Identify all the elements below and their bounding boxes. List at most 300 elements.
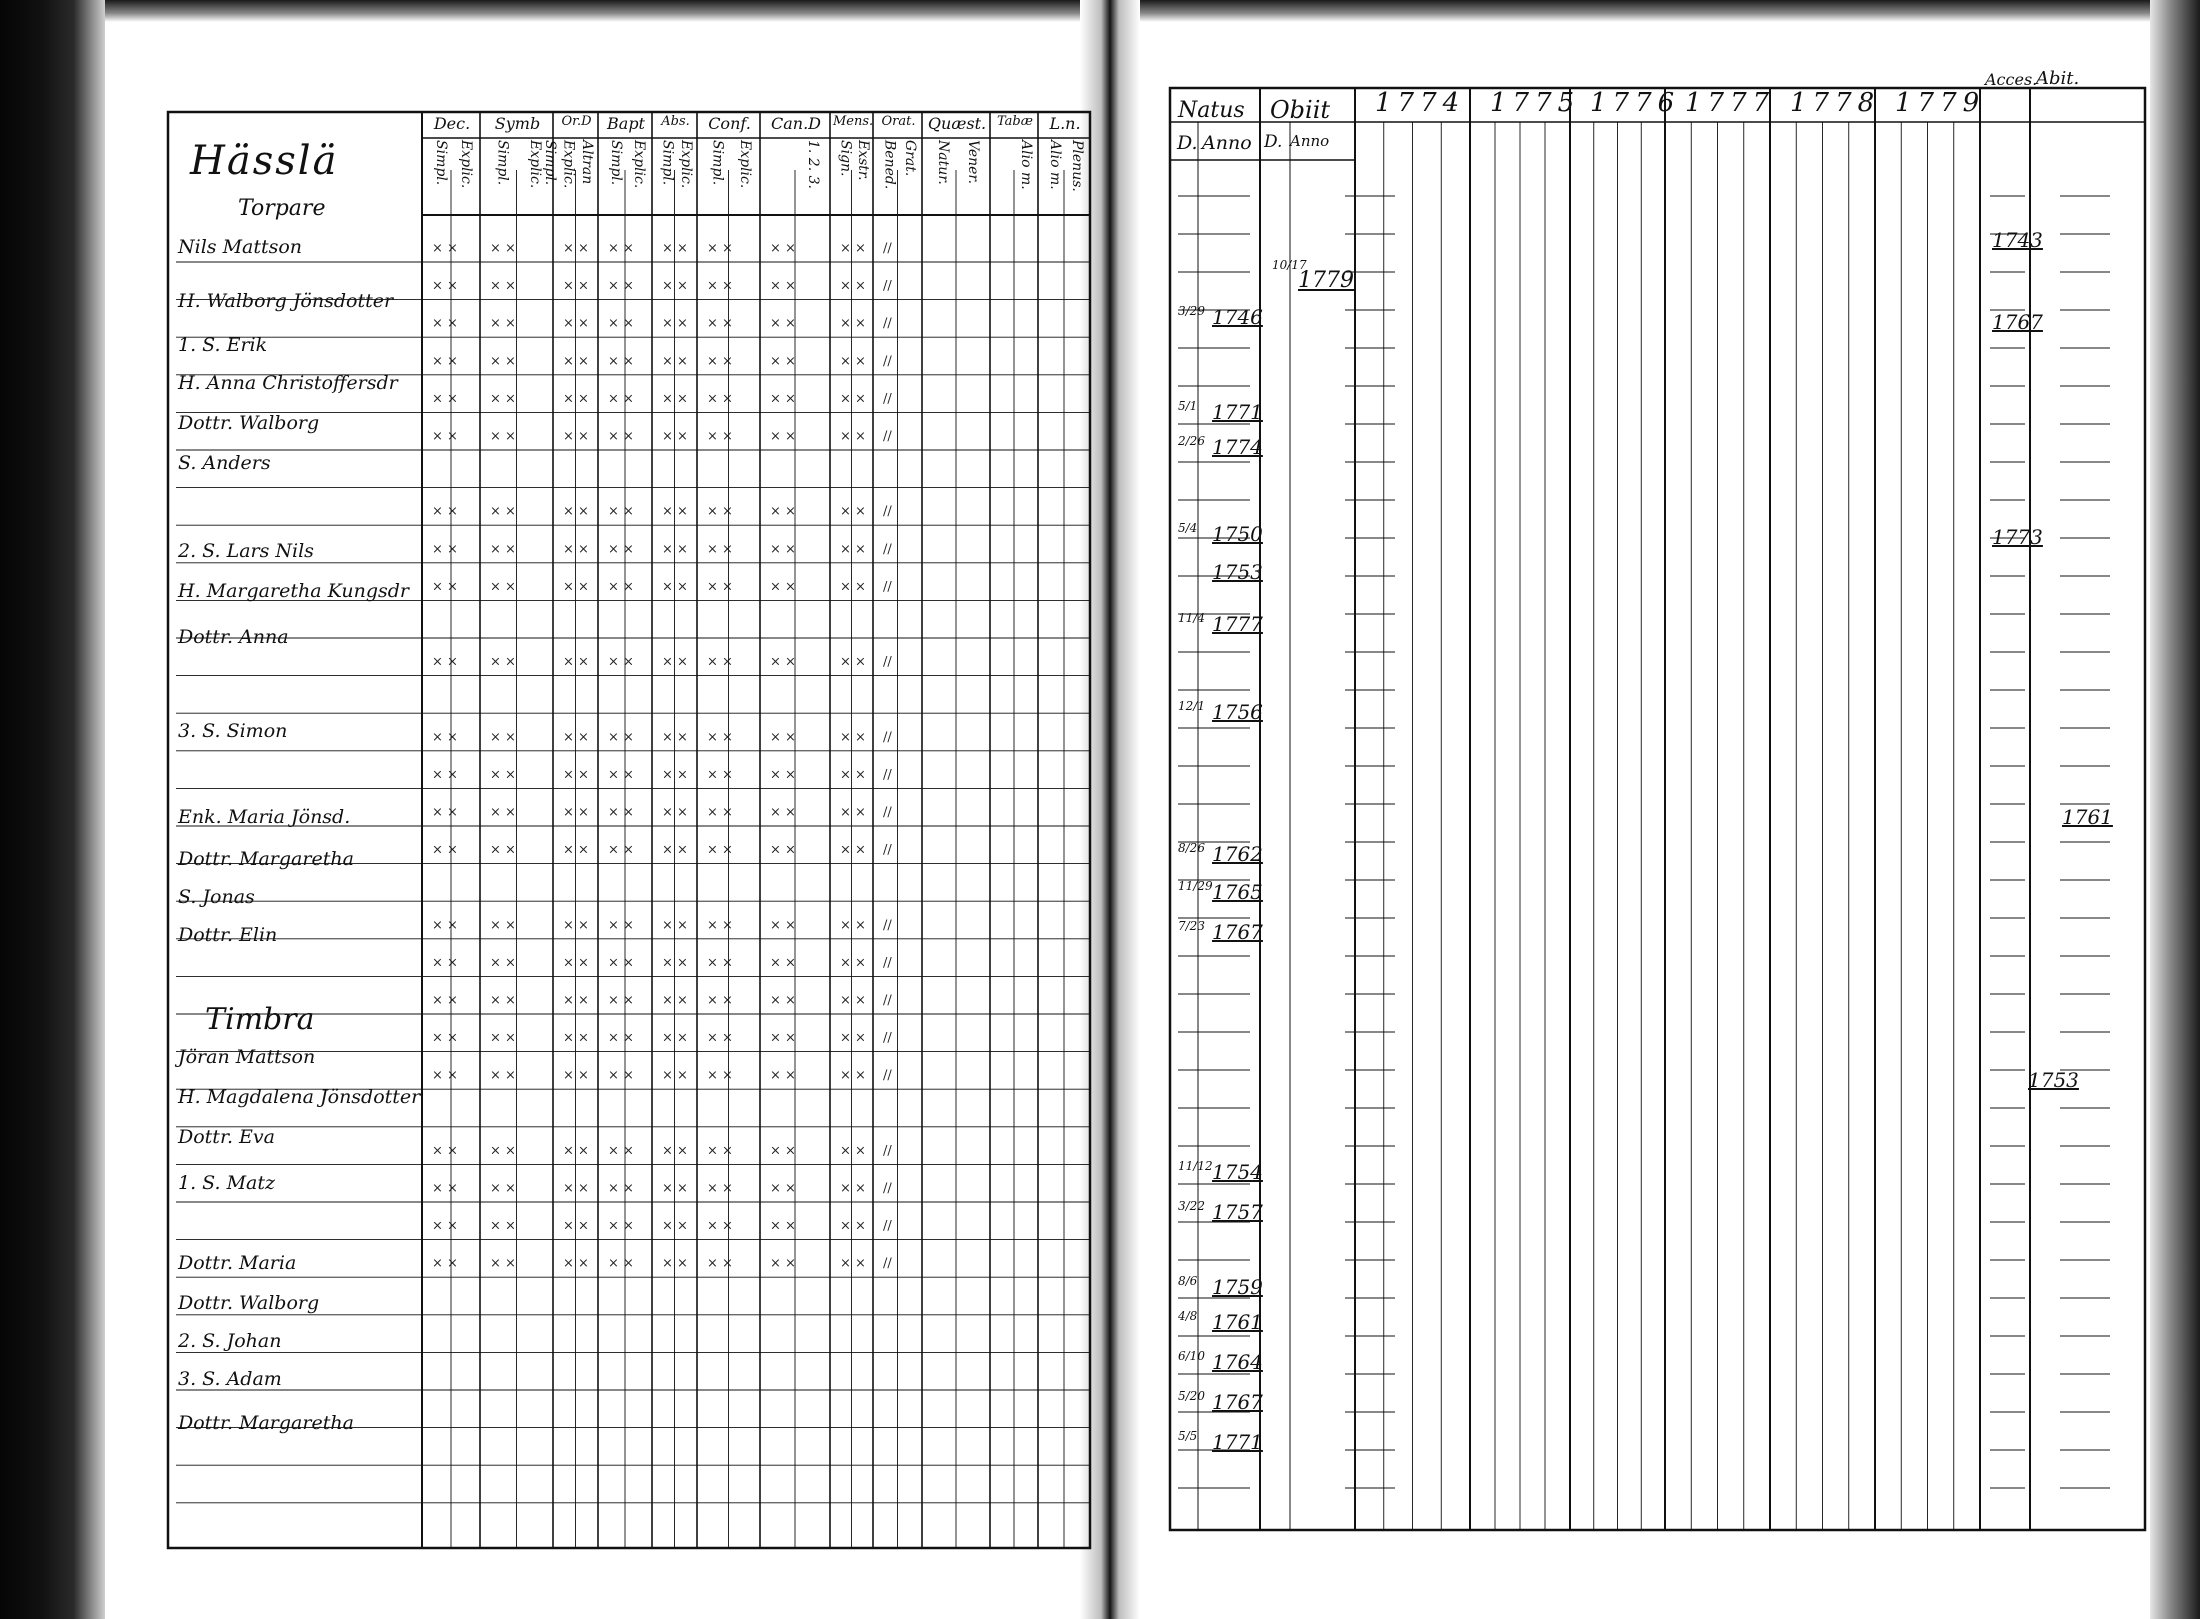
check-mark: × × [770, 1256, 796, 1272]
check-mark: × × [662, 541, 688, 557]
check-mark: × × [770, 391, 796, 407]
check-mark: × × [770, 842, 796, 858]
check-mark: × × [608, 1218, 634, 1234]
check-mark: × × [707, 1068, 733, 1084]
check-mark: × × [432, 316, 458, 332]
check-mark: × × [563, 278, 589, 294]
birth-year: 1750 [1212, 522, 1263, 546]
name-entry: 2. S. Lars Nils [178, 540, 314, 562]
name-entry: Enk. Maria Jönsd. [178, 806, 351, 828]
check-mark: × × [662, 805, 688, 820]
check-mark: × × [490, 955, 516, 971]
check-mark: × × [707, 842, 733, 858]
check-mark: × × [563, 541, 589, 557]
check-mark: × × [563, 1143, 589, 1159]
check-mark: × × [432, 1143, 458, 1159]
check-mark: × × [563, 1218, 589, 1234]
check-mark: × × [608, 1143, 634, 1159]
check-mark: × × [662, 391, 688, 407]
check-mark: × × [608, 1181, 634, 1196]
check-mark: // [883, 391, 892, 407]
check-mark: × × [840, 842, 866, 858]
name-entry: S. Jonas [178, 886, 255, 908]
check-mark: × × [608, 541, 634, 557]
check-mark: × × [432, 504, 458, 520]
check-mark: × × [608, 654, 634, 670]
check-mark: × × [770, 579, 796, 595]
year-header-1775: 1775 [1490, 88, 1581, 118]
check-mark: // [883, 429, 892, 444]
check-mark: × × [563, 1256, 589, 1272]
death-day: 10/17 [1272, 258, 1307, 272]
check-mark: × × [563, 993, 589, 1008]
column-header-2: Or.D [561, 114, 592, 129]
check-mark: × × [490, 241, 516, 256]
year-header-1774: 1774 [1375, 88, 1466, 118]
check-mark: × × [490, 805, 516, 820]
birth-day: 11/29 [1178, 879, 1213, 893]
check-mark: × × [840, 917, 866, 933]
death-year: 1779 [1298, 268, 1354, 293]
check-mark: × × [840, 1256, 866, 1272]
check-mark: × × [608, 842, 634, 858]
check-mark: × × [707, 1143, 733, 1159]
birth-year: 1777 [1212, 612, 1263, 636]
check-mark: × × [563, 1181, 589, 1196]
name-entry: Dottr. Eva [178, 1126, 275, 1148]
check-mark: × × [770, 504, 796, 520]
check-mark: × × [840, 541, 866, 557]
check-mark: × × [707, 1181, 733, 1196]
header-anno: Anno [1202, 132, 1252, 154]
check-mark: × × [707, 767, 733, 783]
check-mark: × × [840, 429, 866, 444]
check-mark: // [883, 1218, 892, 1234]
check-mark: × × [840, 1143, 866, 1159]
check-mark: × × [432, 805, 458, 820]
birth-year: 1765 [1212, 880, 1263, 904]
check-mark: × × [432, 917, 458, 933]
birth-day: 8/26 [1178, 841, 1205, 855]
check-mark: × × [563, 316, 589, 332]
column-header-8: Orat. [881, 114, 916, 129]
check-mark: × × [707, 541, 733, 557]
column-header-10: Tabæ [997, 114, 1033, 129]
column-header-4: Abs. [661, 114, 690, 129]
check-mark: × × [707, 278, 733, 294]
check-mark: × × [563, 241, 589, 256]
birth-year: 1774 [1212, 435, 1263, 459]
check-mark: // [883, 654, 892, 670]
check-mark: × × [707, 1218, 733, 1234]
check-mark: × × [432, 1068, 458, 1084]
check-mark: × × [563, 767, 589, 783]
check-mark: × × [840, 278, 866, 294]
check-mark: × × [563, 429, 589, 444]
name-entry: 1. S. Matz [178, 1172, 276, 1194]
accessit-entry: 1773 [1992, 525, 2043, 549]
check-mark: × × [662, 1030, 688, 1046]
column-subheader-8: Grat. Bened. [881, 140, 918, 190]
year-header-1779: 1779 [1895, 88, 1986, 118]
column-subheader-3: Explic. Simpl. [608, 140, 647, 189]
check-mark: × × [662, 1068, 688, 1084]
year-header-1777: 1777 [1685, 88, 1776, 118]
check-mark: × × [770, 1068, 796, 1084]
column-header-6: Can.D [771, 114, 821, 133]
birth-year: 1757 [1212, 1200, 1263, 1224]
check-mark: × × [840, 1181, 866, 1196]
check-mark: × × [770, 955, 796, 971]
header-d: D. [1177, 132, 1198, 154]
column-header-7: Mens. [833, 114, 874, 129]
check-mark: × × [563, 504, 589, 520]
check-mark: × × [840, 805, 866, 820]
check-mark: // [883, 1068, 892, 1084]
check-mark: × × [662, 316, 688, 332]
check-mark: × × [840, 579, 866, 595]
year-header-1776: 1776 [1590, 88, 1681, 118]
check-mark: × × [707, 993, 733, 1008]
check-mark: × × [608, 1068, 634, 1084]
check-mark: × × [432, 353, 458, 369]
check-mark: × × [770, 278, 796, 294]
check-mark: × × [608, 729, 634, 745]
check-mark: // [883, 504, 892, 520]
check-mark: × × [563, 579, 589, 595]
check-mark: × × [608, 429, 634, 444]
check-mark: // [883, 353, 892, 369]
birth-year: 1754 [1212, 1160, 1263, 1184]
check-mark: × × [432, 391, 458, 407]
birth-year: 1762 [1212, 842, 1263, 866]
birth-day: 6/10 [1178, 1349, 1205, 1363]
check-mark: × × [608, 1256, 634, 1272]
check-mark: × × [608, 767, 634, 783]
check-mark: × × [432, 993, 458, 1008]
check-mark: × × [563, 955, 589, 971]
check-mark: × × [490, 429, 516, 444]
check-mark: × × [432, 579, 458, 595]
check-mark: × × [662, 729, 688, 745]
check-mark: × × [432, 241, 458, 256]
check-mark: × × [563, 842, 589, 858]
check-mark: × × [608, 278, 634, 294]
column-subheader-1: Explic. Simpl. [494, 140, 543, 189]
birth-day: 5/1 [1178, 399, 1198, 413]
column-subheader-5: Explic. Simpl. [709, 140, 753, 189]
accessit-entry: 1753 [2028, 1068, 2079, 1092]
check-mark: × × [490, 1068, 516, 1084]
birth-year: 1764 [1212, 1350, 1263, 1374]
check-mark: × × [662, 1181, 688, 1196]
check-mark: × × [770, 241, 796, 256]
check-mark: × × [840, 767, 866, 783]
birth-day: 3/22 [1178, 1199, 1205, 1213]
check-mark: × × [563, 353, 589, 369]
name-entry: Dottr. Margaretha [178, 1412, 354, 1434]
check-mark: × × [770, 429, 796, 444]
check-mark: × × [662, 241, 688, 256]
column-subheader-7: Exstr. Sign. [837, 140, 871, 181]
header-natus: Natus [1178, 98, 1245, 123]
check-mark: × × [432, 1256, 458, 1272]
check-mark: × × [840, 1068, 866, 1084]
birth-year: 1771 [1212, 1430, 1263, 1454]
header-obiit: Obiit [1270, 96, 1331, 124]
check-mark: × × [490, 1143, 516, 1159]
column-header-11: L.n. [1049, 114, 1081, 133]
check-mark: × × [662, 654, 688, 670]
check-mark: × × [490, 1030, 516, 1046]
check-mark: × × [432, 541, 458, 557]
check-mark: × × [707, 579, 733, 595]
check-mark: × × [662, 1256, 688, 1272]
check-mark: × × [490, 917, 516, 933]
check-mark: × × [432, 842, 458, 858]
name-entry: 3. S. Simon [178, 720, 288, 742]
birth-year: 1746 [1212, 305, 1263, 329]
check-mark: × × [662, 917, 688, 933]
birth-day: 2/26 [1178, 434, 1205, 448]
check-mark: // [883, 955, 892, 971]
header-anno-obiit: Anno [1290, 132, 1330, 150]
accessit-entry: 1743 [1992, 228, 2043, 252]
name-entry: H. Magdalena Jönsdotter [178, 1086, 421, 1108]
check-mark: × × [707, 729, 733, 745]
check-mark: × × [490, 993, 516, 1008]
check-mark: × × [563, 391, 589, 407]
birth-day: 5/4 [1178, 521, 1198, 535]
check-mark: × × [840, 353, 866, 369]
name-entry: 1. S. Erik [178, 334, 268, 356]
name-entry: Dottr. Walborg [178, 1292, 320, 1314]
check-mark: × × [840, 241, 866, 256]
column-subheader-10: Alio m. [1018, 140, 1034, 190]
check-mark: × × [432, 278, 458, 294]
birth-year: 1759 [1212, 1275, 1263, 1299]
check-mark: × × [608, 504, 634, 520]
check-mark: × × [662, 1143, 688, 1159]
check-mark: × × [840, 316, 866, 332]
check-mark: × × [608, 241, 634, 256]
check-mark: × × [707, 429, 733, 444]
right-table-border [1170, 88, 2145, 1530]
left-page-subtitle: Torpare [238, 196, 326, 221]
check-mark: × × [490, 353, 516, 369]
birth-year: 1756 [1212, 700, 1263, 724]
check-mark: × × [563, 917, 589, 933]
check-mark: // [883, 805, 892, 820]
check-mark: × × [608, 993, 634, 1008]
check-mark: × × [662, 278, 688, 294]
name-entry: Dottr. Anna [178, 626, 289, 648]
column-subheader-6: 1. 2. 3. [805, 140, 821, 189]
name-entry: 3. S. Adam [178, 1368, 282, 1390]
check-mark: × × [662, 993, 688, 1008]
name-entry: H. Anna Christoffersdr [178, 372, 398, 394]
check-mark: × × [490, 767, 516, 783]
check-mark: × × [707, 917, 733, 933]
check-mark: // [883, 1143, 892, 1159]
check-mark: // [883, 842, 892, 858]
check-mark: × × [707, 1256, 733, 1272]
check-mark: × × [662, 504, 688, 520]
check-mark: × × [840, 955, 866, 971]
check-mark: × × [770, 1030, 796, 1046]
name-entry: Nils Mattson [178, 236, 303, 258]
check-mark: × × [840, 654, 866, 670]
check-mark: × × [608, 316, 634, 332]
check-mark: × × [432, 429, 458, 444]
check-mark: × × [770, 729, 796, 745]
column-subheader-4: Explic. Simpl. [659, 140, 694, 189]
check-mark: × × [608, 917, 634, 933]
birth-day: 11/4 [1178, 611, 1205, 625]
check-mark: × × [608, 579, 634, 595]
check-mark: // [883, 579, 892, 595]
check-mark: × × [432, 1181, 458, 1196]
column-subheader-0: Explic. Simpl. [433, 140, 474, 189]
check-mark: × × [490, 1256, 516, 1272]
check-mark: × × [770, 1143, 796, 1159]
header-d-obiit: D. [1264, 132, 1283, 152]
column-header-0: Dec. [433, 114, 471, 133]
check-mark: × × [432, 1218, 458, 1234]
check-mark: × × [707, 241, 733, 256]
check-mark: × × [490, 654, 516, 670]
check-mark: × × [707, 955, 733, 971]
check-mark: × × [770, 654, 796, 670]
check-mark: × × [707, 353, 733, 369]
name-entry: Jöran Mattson [178, 1046, 316, 1068]
check-mark: // [883, 1030, 892, 1046]
check-mark: × × [608, 1030, 634, 1046]
birth-day: 3/29 [1178, 304, 1205, 318]
column-header-9: Quæst. [927, 114, 987, 133]
name-entry: H. Margaretha Kungsdr [178, 580, 409, 602]
check-mark: × × [608, 391, 634, 407]
check-mark: × × [490, 1181, 516, 1196]
name-entry: Dottr. Elin [178, 924, 278, 946]
check-mark: × × [662, 353, 688, 369]
name-entry: Dottr. Maria [178, 1252, 297, 1274]
name-entry: H. Walborg Jönsdotter [178, 290, 394, 312]
check-mark: × × [662, 1218, 688, 1234]
check-mark: × × [840, 391, 866, 407]
accessit-entry: 1761 [2062, 805, 2113, 829]
check-mark: // [883, 241, 892, 256]
left-page-title: Hässlä [190, 138, 339, 184]
check-mark: × × [563, 1068, 589, 1084]
header-abiit: Abit. [2036, 68, 2080, 89]
year-header-1778: 1778 [1790, 88, 1881, 118]
check-mark: × × [840, 729, 866, 745]
check-mark: × × [770, 917, 796, 933]
check-mark: × × [662, 955, 688, 971]
check-mark: × × [840, 993, 866, 1008]
check-mark: // [883, 316, 892, 332]
check-mark: × × [608, 805, 634, 820]
column-subheader-11: Plenus. Alio m. [1047, 140, 1085, 192]
check-mark: // [883, 917, 892, 933]
birth-year: 1753 [1212, 560, 1263, 584]
birth-day: 11/12 [1178, 1159, 1213, 1173]
check-mark: × × [490, 391, 516, 407]
birth-day: 4/8 [1178, 1309, 1198, 1323]
check-mark: × × [707, 654, 733, 670]
check-mark: × × [840, 1030, 866, 1046]
birth-day: 12/1 [1178, 699, 1205, 713]
check-mark: × × [707, 316, 733, 332]
check-mark: × × [662, 579, 688, 595]
column-header-5: Conf. [708, 114, 751, 133]
check-mark: // [883, 729, 892, 745]
check-mark: × × [608, 353, 634, 369]
check-mark: × × [707, 391, 733, 407]
check-mark: × × [707, 504, 733, 520]
column-header-3: Bapt [607, 114, 645, 133]
check-mark: × × [563, 654, 589, 670]
check-mark: × × [770, 1218, 796, 1234]
birth-year: 1761 [1212, 1310, 1263, 1334]
check-mark: × × [563, 729, 589, 745]
check-mark: × × [490, 504, 516, 520]
name-entry: Dottr. Margaretha [178, 848, 354, 870]
check-mark: × × [432, 729, 458, 745]
birth-year: 1767 [1212, 1390, 1263, 1414]
check-mark: × × [707, 805, 733, 820]
birth-day: 5/5 [1178, 1429, 1198, 1443]
check-mark: × × [840, 504, 866, 520]
check-mark: × × [770, 1181, 796, 1196]
name-entry: 2. S. Johan [178, 1330, 282, 1352]
check-mark: × × [770, 993, 796, 1008]
check-mark: // [883, 541, 892, 557]
birth-day: 5/20 [1178, 1389, 1205, 1403]
check-mark: × × [490, 842, 516, 858]
column-subheader-2: Altran Explic. Simpl. [542, 140, 595, 189]
check-mark: × × [432, 654, 458, 670]
header-accessit: Acces. [1985, 70, 2038, 89]
check-mark: // [883, 278, 892, 294]
name-entry: Dottr. Walborg [178, 412, 320, 434]
check-mark: × × [662, 767, 688, 783]
column-header-1: Symb [494, 114, 541, 133]
name-entry: Timbra [205, 1002, 315, 1037]
check-mark: × × [490, 729, 516, 745]
birth-year: 1771 [1212, 400, 1263, 424]
check-mark: × × [490, 579, 516, 595]
check-mark: // [883, 1181, 892, 1196]
check-mark: × × [662, 429, 688, 444]
check-mark: // [883, 767, 892, 783]
check-mark: // [883, 1256, 892, 1272]
check-mark: × × [770, 353, 796, 369]
check-mark: × × [490, 541, 516, 557]
check-mark: × × [840, 1218, 866, 1234]
check-mark: × × [662, 842, 688, 858]
check-mark: × × [490, 316, 516, 332]
birth-year: 1767 [1212, 920, 1263, 944]
birth-day: 7/23 [1178, 919, 1205, 933]
check-mark: × × [707, 1030, 733, 1046]
check-mark: × × [432, 767, 458, 783]
birth-day: 8/6 [1178, 1274, 1198, 1288]
check-mark: // [883, 993, 892, 1008]
check-mark: × × [770, 805, 796, 820]
accessit-entry: 1767 [1992, 310, 2043, 334]
